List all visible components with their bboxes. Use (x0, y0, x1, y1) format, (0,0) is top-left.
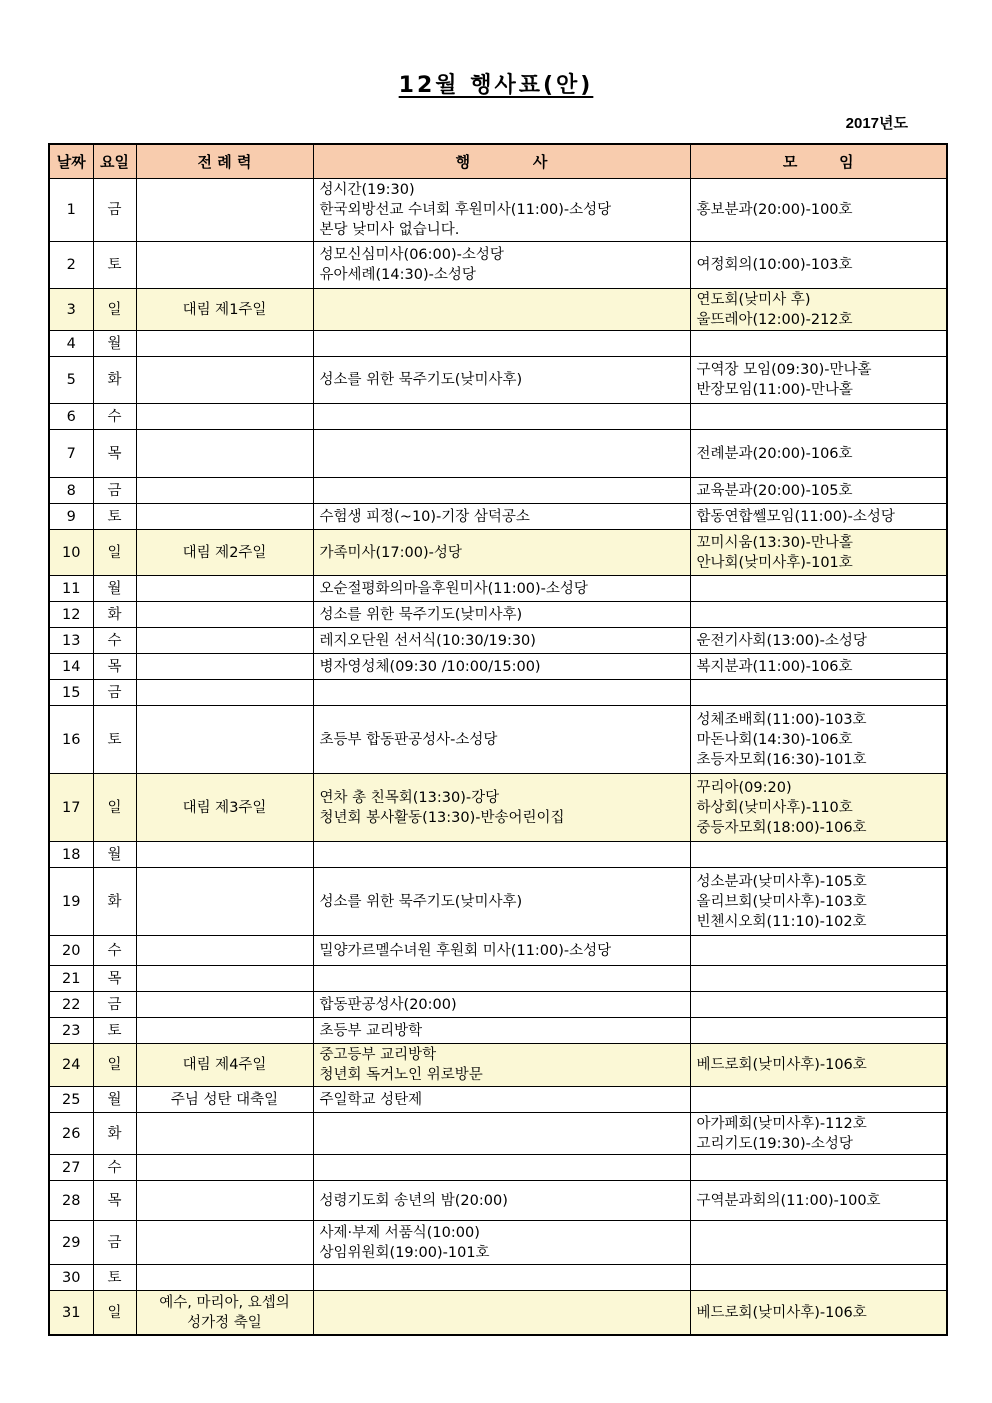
date-cell: 1 (49, 179, 93, 242)
day-cell: 수 (93, 404, 136, 430)
meetings-cell: 꾸리아(09:20) 하상회(낮미사후)-110호 중등자모회(18:00)-106호 (690, 774, 947, 842)
meetings-cell: 운전기사회(13:00)-소성당 (690, 628, 947, 654)
liturgy-cell (136, 357, 313, 404)
liturgy-cell (136, 331, 313, 357)
events-cell (313, 1155, 690, 1181)
date-cell: 3 (49, 289, 93, 331)
liturgy-cell (136, 179, 313, 242)
events-cell (313, 404, 690, 430)
meetings-cell: 전례분과(20:00)-106호 (690, 430, 947, 478)
date-cell: 18 (49, 842, 93, 868)
liturgy-cell (136, 1181, 313, 1221)
date-cell: 19 (49, 868, 93, 936)
year-label: 2017년도 (845, 115, 908, 132)
table-row (49, 992, 947, 1018)
events-cell: 레지오단원 선서식(10:30/19:30) (313, 628, 690, 654)
table-row (49, 478, 947, 504)
date-cell: 26 (49, 1113, 93, 1155)
liturgy-cell (136, 706, 313, 774)
day-cell: 화 (93, 357, 136, 404)
liturgy-cell (136, 1113, 313, 1155)
meetings-cell (690, 936, 947, 966)
date-cell: 27 (49, 1155, 93, 1181)
date-cell: 7 (49, 430, 93, 478)
liturgy-cell: 주님 성탄 대축일 (136, 1087, 313, 1113)
table-row (49, 289, 947, 331)
events-cell (313, 1265, 690, 1291)
events-cell (313, 289, 690, 331)
events-cell: 초등부 합동판공성사-소성당 (313, 706, 690, 774)
liturgy-cell (136, 404, 313, 430)
day-cell: 토 (93, 706, 136, 774)
meetings-cell: 합동연합쎌모임(11:00)-소성당 (690, 504, 947, 530)
events-cell (313, 331, 690, 357)
meetings-cell (690, 1221, 947, 1265)
meetings-cell (690, 966, 947, 992)
events-cell: 중고등부 교리방학 청년회 독거노인 위로방문 (313, 1044, 690, 1087)
table-row (49, 576, 947, 602)
day-cell: 월 (93, 331, 136, 357)
table-row (49, 842, 947, 868)
date-cell: 6 (49, 404, 93, 430)
table-row (49, 628, 947, 654)
table-row (49, 1087, 947, 1113)
header-liturgy: 전 례 력 (136, 144, 313, 179)
day-cell: 수 (93, 1155, 136, 1181)
meetings-cell (690, 404, 947, 430)
day-cell: 금 (93, 680, 136, 706)
day-cell: 월 (93, 842, 136, 868)
liturgy-cell: 대림 제4주일 (136, 1044, 313, 1087)
events-cell (313, 1291, 690, 1336)
table-row (49, 357, 947, 404)
meetings-cell: 아가페회(낮미사후)-112호 고리기도(19:30)-소성당 (690, 1113, 947, 1155)
date-cell: 24 (49, 1044, 93, 1087)
table-row (49, 331, 947, 357)
meetings-cell (690, 1018, 947, 1044)
date-cell: 9 (49, 504, 93, 530)
table-header-row (49, 144, 947, 179)
liturgy-cell (136, 936, 313, 966)
liturgy-cell (136, 242, 313, 289)
events-cell: 성소를 위한 묵주기도(낮미사후) (313, 357, 690, 404)
day-cell: 월 (93, 1087, 136, 1113)
liturgy-cell (136, 1221, 313, 1265)
table-row (49, 530, 947, 576)
liturgy-cell (136, 868, 313, 936)
meetings-cell (690, 1087, 947, 1113)
liturgy-cell (136, 430, 313, 478)
events-cell: 연차 총 친목회(13:30)-강당 청년회 봉사활동(13:30)-반송어린이집 (313, 774, 690, 842)
table-row (49, 404, 947, 430)
events-cell (313, 1113, 690, 1155)
date-cell: 31 (49, 1291, 93, 1336)
liturgy-cell (136, 576, 313, 602)
table-row (49, 1044, 947, 1087)
table-row (49, 966, 947, 992)
meetings-cell: 교육분과(20:00)-105호 (690, 478, 947, 504)
date-cell: 4 (49, 331, 93, 357)
date-cell: 14 (49, 654, 93, 680)
events-cell: 합동판공성사(20:00) (313, 992, 690, 1018)
events-cell (313, 430, 690, 478)
meetings-cell: 홍보분과(20:00)-100호 (690, 179, 947, 242)
date-cell: 28 (49, 1181, 93, 1221)
day-cell: 일 (93, 289, 136, 331)
day-cell: 일 (93, 774, 136, 842)
date-cell: 11 (49, 576, 93, 602)
table-row (49, 602, 947, 628)
events-cell (313, 478, 690, 504)
table-row (49, 1181, 947, 1221)
date-cell: 25 (49, 1087, 93, 1113)
day-cell: 금 (93, 478, 136, 504)
page-title: 12월 행사표(안) (398, 73, 594, 98)
date-cell: 17 (49, 774, 93, 842)
meetings-cell: 복지분과(11:00)-106호 (690, 654, 947, 680)
day-cell: 토 (93, 1018, 136, 1044)
liturgy-cell (136, 504, 313, 530)
date-cell: 22 (49, 992, 93, 1018)
meetings-cell: 구역장 모임(09:30)-만나홀 반장모임(11:00)-만나홀 (690, 357, 947, 404)
date-cell: 12 (49, 602, 93, 628)
day-cell: 목 (93, 966, 136, 992)
events-cell (313, 842, 690, 868)
date-cell: 5 (49, 357, 93, 404)
day-cell: 금 (93, 179, 136, 242)
events-cell: 병자영성체(09:30 /10:00/15:00) (313, 654, 690, 680)
liturgy-cell: 대림 제2주일 (136, 530, 313, 576)
table-row (49, 936, 947, 966)
day-cell: 금 (93, 992, 136, 1018)
table-row (49, 1265, 947, 1291)
day-cell: 일 (93, 530, 136, 576)
events-cell: 오순절평화의마을후원미사(11:00)-소성당 (313, 576, 690, 602)
liturgy-cell (136, 654, 313, 680)
date-cell: 2 (49, 242, 93, 289)
date-cell: 15 (49, 680, 93, 706)
liturgy-cell (136, 1265, 313, 1291)
table-row (49, 1113, 947, 1155)
day-cell: 일 (93, 1044, 136, 1087)
date-cell: 29 (49, 1221, 93, 1265)
day-cell: 화 (93, 1113, 136, 1155)
table-row (49, 179, 947, 242)
meetings-cell (690, 602, 947, 628)
meetings-cell (690, 680, 947, 706)
date-cell: 30 (49, 1265, 93, 1291)
events-cell: 수험생 피정(~10)-기장 삼덕공소 (313, 504, 690, 530)
header-day: 요일 (93, 144, 136, 179)
liturgy-cell (136, 680, 313, 706)
table-row (49, 680, 947, 706)
day-cell: 토 (93, 504, 136, 530)
liturgy-cell (136, 478, 313, 504)
liturgy-cell (136, 966, 313, 992)
events-cell: 주일학교 성탄제 (313, 1087, 690, 1113)
events-cell: 초등부 교리방학 (313, 1018, 690, 1044)
events-cell: 성시간(19:30) 한국외방선교 수녀회 후원미사(11:00)-소성당 본당 낮미사 없습니다. (313, 179, 690, 242)
liturgy-cell: 예수, 마리아, 요셉의 성가정 축일 (136, 1291, 313, 1336)
meetings-cell: 베드로회(낮미사후)-106호 (690, 1291, 947, 1336)
liturgy-cell (136, 842, 313, 868)
meetings-cell (690, 576, 947, 602)
meetings-cell (690, 992, 947, 1018)
events-cell (313, 966, 690, 992)
table-row (49, 868, 947, 936)
liturgy-cell: 대림 제1주일 (136, 289, 313, 331)
meetings-cell (690, 1155, 947, 1181)
day-cell: 화 (93, 868, 136, 936)
meetings-cell: 구역분과회의(11:00)-100호 (690, 1181, 947, 1221)
day-cell: 일 (93, 1291, 136, 1336)
meetings-cell: 성체조배회(11:00)-103호 마돈나회(14:30)-106호 초등자모회(16:30)-101호 (690, 706, 947, 774)
header-date: 날짜 (49, 144, 93, 179)
events-cell (313, 680, 690, 706)
day-cell: 토 (93, 242, 136, 289)
events-cell: 사제·부제 서품식(10:00) 상임위원회(19:00)-101호 (313, 1221, 690, 1265)
day-cell: 월 (93, 576, 136, 602)
date-cell: 20 (49, 936, 93, 966)
meetings-cell: 여정회의(10:00)-103호 (690, 242, 947, 289)
table-row (49, 504, 947, 530)
table-row (49, 1155, 947, 1181)
table-row (49, 430, 947, 478)
events-cell: 성령기도회 송년의 밤(20:00) (313, 1181, 690, 1221)
date-cell: 8 (49, 478, 93, 504)
table-row (49, 242, 947, 289)
table-row (49, 706, 947, 774)
day-cell: 수 (93, 936, 136, 966)
day-cell: 토 (93, 1265, 136, 1291)
meetings-cell: 연도회(낮미사 후) 울뜨레아(12:00)-212호 (690, 289, 947, 331)
day-cell: 목 (93, 654, 136, 680)
date-cell: 16 (49, 706, 93, 774)
day-cell: 수 (93, 628, 136, 654)
date-cell: 13 (49, 628, 93, 654)
meetings-cell (690, 1265, 947, 1291)
table-row (49, 1018, 947, 1044)
events-cell: 성소를 위한 묵주기도(낮미사후) (313, 602, 690, 628)
meetings-cell (690, 842, 947, 868)
events-cell: 성모신심미사(06:00)-소성당 유아세례(14:30)-소성당 (313, 242, 690, 289)
meetings-cell: 꼬미시움(13:30)-만나홀 안나회(낮미사후)-101호 (690, 530, 947, 576)
liturgy-cell (136, 1018, 313, 1044)
table-row (49, 1291, 947, 1336)
events-cell: 성소를 위한 묵주기도(낮미사후) (313, 868, 690, 936)
header-meetings: 모 임 (690, 144, 947, 179)
table-row (49, 654, 947, 680)
meetings-cell: 성소분과(낮미사후)-105호 올리브회(낮미사후)-103호 빈첸시오회(11:10)-102호 (690, 868, 947, 936)
date-cell: 10 (49, 530, 93, 576)
liturgy-cell (136, 628, 313, 654)
events-cell: 밀양가르멜수녀원 후원회 미사(11:00)-소성당 (313, 936, 690, 966)
liturgy-cell (136, 602, 313, 628)
day-cell: 금 (93, 1221, 136, 1265)
day-cell: 화 (93, 602, 136, 628)
date-cell: 23 (49, 1018, 93, 1044)
header-events: 행 사 (313, 144, 690, 179)
table-row (49, 1221, 947, 1265)
liturgy-cell (136, 992, 313, 1018)
liturgy-cell: 대림 제3주일 (136, 774, 313, 842)
date-cell: 21 (49, 966, 93, 992)
day-cell: 목 (93, 1181, 136, 1221)
schedule-table (48, 143, 948, 1336)
meetings-cell (690, 331, 947, 357)
table-row (49, 774, 947, 842)
liturgy-cell (136, 1155, 313, 1181)
day-cell: 목 (93, 430, 136, 478)
meetings-cell: 베드로회(낮미사후)-106호 (690, 1044, 947, 1087)
events-cell: 가족미사(17:00)-성당 (313, 530, 690, 576)
